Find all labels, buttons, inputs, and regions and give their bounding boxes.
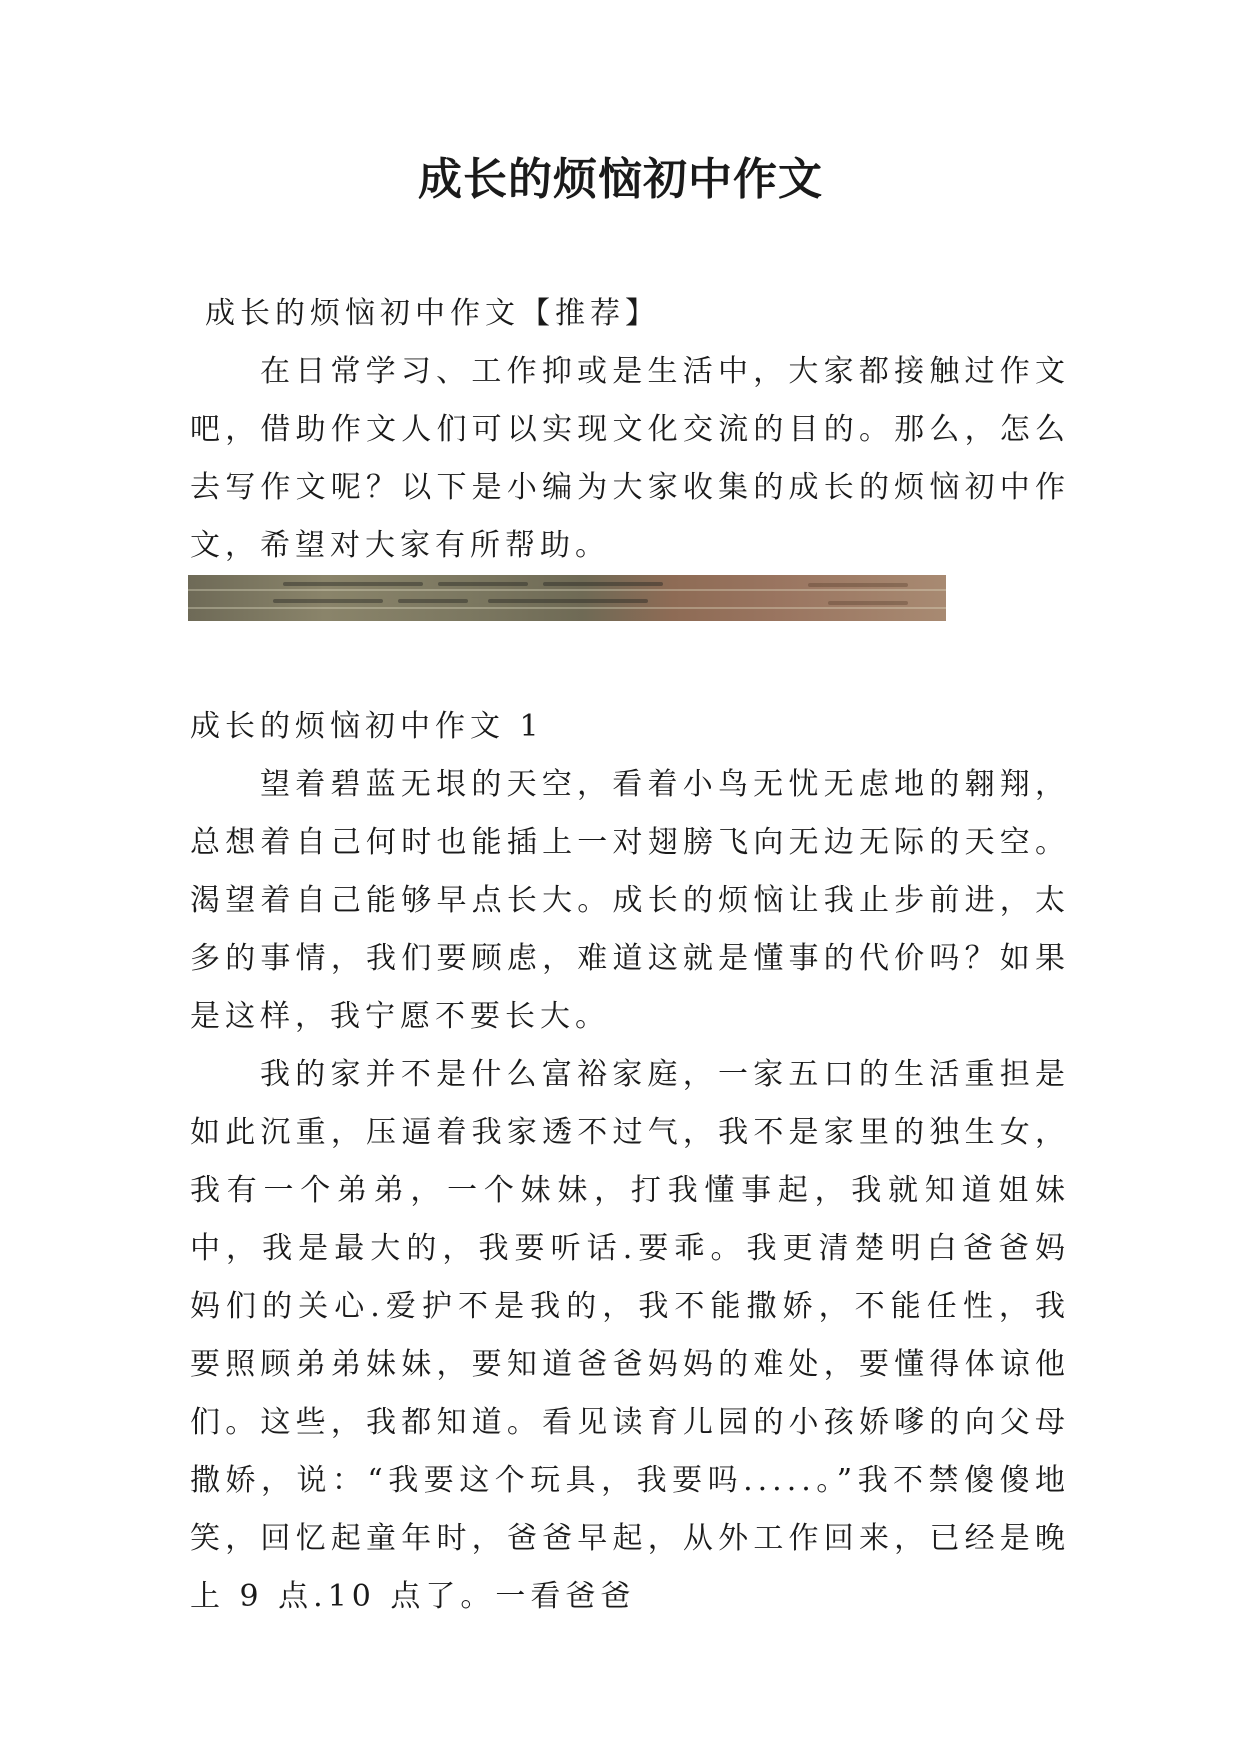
essay-paragraph: 望着碧蓝无垠的天空，看着小鸟无忧无虑地的翱翔，总想着自己何时也能插上一对翅膀飞向无边无际的天空。渴望着自己能够早点长大。成长的烦恼让我止步前进，太多的事情，我们要顾虑，难道这就是懂事的代价吗？如果是这样，我宁愿不要长大。 bbox=[190, 767, 1070, 1034]
essay-body bbox=[190, 756, 1070, 1626]
section-heading: 成长的烦恼初中作文 1 bbox=[190, 709, 544, 744]
document-title: 成长的烦恼初中作文 bbox=[418, 154, 823, 205]
decorative-banner-image bbox=[188, 575, 946, 621]
essay-paragraph: 我的家并不是什么富裕家庭，一家五口的生活重担是如此沉重，压逼着我家透不过气，我不是家里的独生女，我有一个弟弟，一个妹妹，打我懂事起，我就知道姐妹中，我是最大的，我要听话.要乖。我更清楚明白爸爸妈妈们的关心.爱护不是我的，我不能撒娇，不能任性，我要照顾弟弟妹妹，要知道爸爸妈妈的难处，要懂得体谅他们。这些，我都知道。看见读育儿园的小孩娇嗲的向父母撒娇，说：“我要这个玩具，我要吗.....。”我不禁傻傻地笑，回忆起童年时，爸爸早起，从外工作回来，已经是晚上 9 点.10 点了。一看爸爸 bbox=[190, 1057, 1070, 1614]
intro-paragraph: 在日常学习、工作抑或是生活中，大家都接触过作文吧，借助作文人们可以实现文化交流的目的。那么，怎么去写作文呢？以下是小编为大家收集的成长的烦恼初中作文，希望对大家有所帮助。 bbox=[190, 354, 1070, 563]
document-subtitle: 成长的烦恼初中作文【推荐】 bbox=[205, 296, 660, 331]
